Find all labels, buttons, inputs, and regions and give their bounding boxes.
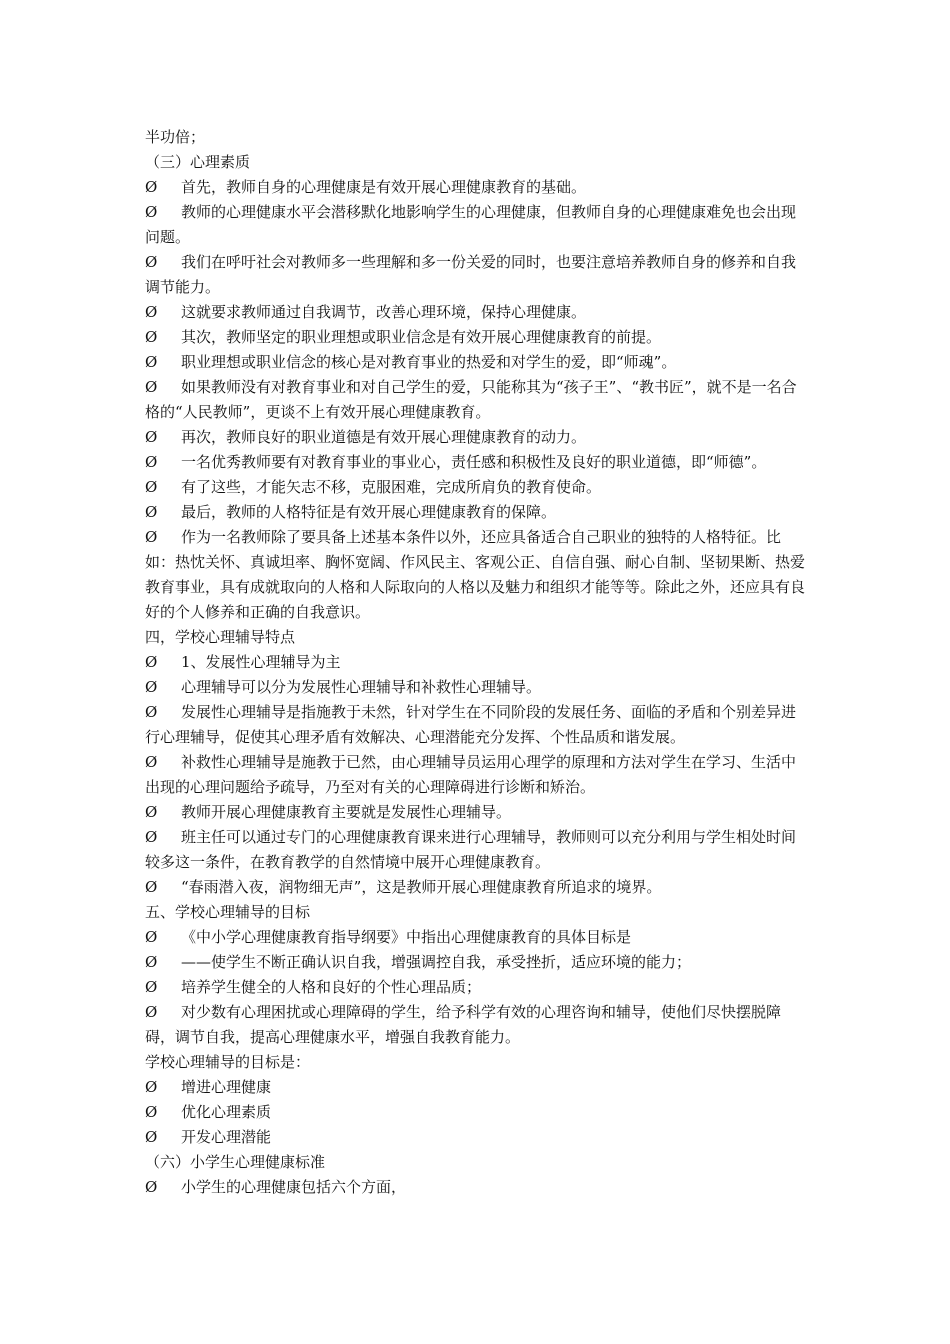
bullet-text: 教师开展心理健康教育主要就是发展性心理辅导。 <box>181 803 512 821</box>
bullet-text: 一名优秀教师要有对教育事业的事业心，责任感和积极性及良好的职业道德，即“师德”。 <box>181 453 767 471</box>
bullet-marker: Ø <box>145 503 158 521</box>
bullet-marker: Ø <box>145 1103 158 1121</box>
bullet-text: 最后，教师的人格特征是有效开展心理健康教育的保障。 <box>181 503 557 521</box>
bullet-marker: Ø <box>145 428 158 446</box>
bullet-marker: Ø <box>145 1128 158 1146</box>
bullet-text: 培养学生健全的人格和良好的个性心理品质； <box>181 978 482 996</box>
bullet-paragraph <box>145 250 810 300</box>
bullet-paragraph <box>145 175 810 200</box>
bullet-marker: Ø <box>145 928 158 946</box>
bullet-paragraph <box>145 1100 810 1125</box>
bullet-marker: Ø <box>145 353 158 371</box>
bullet-text: 优化心理素质 <box>181 1103 272 1121</box>
bullet-paragraph <box>145 925 810 950</box>
bullet-paragraph <box>145 1075 810 1100</box>
bullet-text: 1、发展性心理辅导为主 <box>181 653 341 671</box>
bullet-paragraph <box>145 700 810 750</box>
bullet-marker: Ø <box>145 978 158 996</box>
bullet-text: 《中小学心理健康教育指导纲要》中指出心理健康教育的具体目标是 <box>181 928 632 946</box>
bullet-text: 职业理想或职业信念的核心是对教育事业的热爱和对学生的爱，即“师魂”。 <box>181 353 677 371</box>
bullet-paragraph <box>145 975 810 1000</box>
bullet-paragraph <box>145 525 810 625</box>
bullet-text: 教师的心理健康水平会潜移默化地影响学生的心理健康，但教师自身的心理健康难免也会出现问题。 <box>145 203 797 246</box>
bullet-paragraph <box>145 375 810 425</box>
bullet-marker: Ø <box>145 753 158 771</box>
bullet-text: 其次，教师坚定的职业理想或职业信念是有效开展心理健康教育的前提。 <box>181 328 662 346</box>
bullet-marker: Ø <box>145 803 158 821</box>
bullet-marker: Ø <box>145 453 158 471</box>
bullet-paragraph <box>145 500 810 525</box>
bullet-marker: Ø <box>145 703 158 721</box>
bullet-marker: Ø <box>145 328 158 346</box>
bullet-text: ——使学生不断正确认识自我，增强调控自我，承受挫折，适应环境的能力； <box>181 953 692 971</box>
bullet-paragraph <box>145 300 810 325</box>
document-body <box>145 125 810 1200</box>
bullet-text: “春雨潜入夜，润物细无声”，这是教师开展心理健康教育所追求的境界。 <box>181 878 662 896</box>
bullet-text: 发展性心理辅导是指施教于未然，针对学生在不同阶段的发展任务、面临的矛盾和个别差异进行心理辅导，促使其心理矛盾有效解决、心理潜能充分发挥、个性品质和谐发展。 <box>145 703 797 746</box>
bullet-text: 开发心理潜能 <box>181 1128 272 1146</box>
bullet-marker: Ø <box>145 878 158 896</box>
bullet-paragraph <box>145 200 810 250</box>
section-heading: 学校心理辅导的目标是： <box>145 1053 311 1071</box>
bullet-text: 这就要求教师通过自我调节，改善心理环境，保持心理健康。 <box>181 303 587 321</box>
bullet-marker: Ø <box>145 378 158 396</box>
bullet-text: 首先，教师自身的心理健康是有效开展心理健康教育的基础。 <box>181 178 587 196</box>
bullet-marker: Ø <box>145 678 158 696</box>
bullet-marker: Ø <box>145 1078 158 1096</box>
bullet-paragraph <box>145 1175 810 1200</box>
bullet-marker: Ø <box>145 1003 158 1021</box>
bullet-marker: Ø <box>145 953 158 971</box>
bullet-text: 有了这些，才能矢志不移，克服困难，完成所肩负的教育使命。 <box>181 478 602 496</box>
bullet-paragraph <box>145 675 810 700</box>
bullet-text: 对少数有心理困扰或心理障碍的学生，给予科学有效的心理咨询和辅导，使他们尽快摆脱障碍，调节自我，提高心理健康水平，增强自我教育能力。 <box>145 1003 782 1046</box>
bullet-marker: Ø <box>145 1178 158 1196</box>
bullet-paragraph <box>145 350 810 375</box>
bullet-text: 心理辅导可以分为发展性心理辅导和补救性心理辅导。 <box>181 678 542 696</box>
section-heading: （三）心理素质 <box>145 153 251 171</box>
bullet-paragraph <box>145 1125 810 1150</box>
bullet-paragraph <box>145 325 810 350</box>
bullet-marker: Ø <box>145 828 158 846</box>
bullet-marker: Ø <box>145 178 158 196</box>
bullet-marker: Ø <box>145 653 158 671</box>
bullet-text: 补救性心理辅导是施教于已然，由心理辅导员运用心理学的原理和方法对学生在学习、生活中出现的心理问题给予疏导，乃至对有关的心理障碍进行诊断和矫治。 <box>145 753 797 796</box>
bullet-marker: Ø <box>145 253 158 271</box>
bullet-text: 作为一名教师除了要具备上述基本条件以外，还应具备适合自己职业的独特的人格特征。比如：热忱关怀、真诚坦率、胸怀宽阔、作风民主、客观公正、自信自强、耐心自制、坚韧果断、热爱教育事业，具有成就取向的人格和人际取向的人格以及魅力和组织才能等等。除此之外，还应具有良好的个人修养和正确的自我意识。 <box>145 528 806 621</box>
bullet-paragraph <box>145 475 810 500</box>
section-heading: 四，学校心理辅导特点 <box>145 628 296 646</box>
bullet-paragraph <box>145 750 810 800</box>
bullet-paragraph <box>145 875 810 900</box>
bullet-paragraph <box>145 950 810 975</box>
bullet-paragraph <box>145 1000 810 1050</box>
bullet-paragraph <box>145 450 810 475</box>
bullet-text: 增进心理健康 <box>181 1078 272 1096</box>
bullet-text: 小学生的心理健康包括六个方面， <box>181 1178 407 1196</box>
bullet-marker: Ø <box>145 478 158 496</box>
bullet-marker: Ø <box>145 528 158 546</box>
bullet-text: 再次，教师良好的职业道德是有效开展心理健康教育的动力。 <box>181 428 587 446</box>
bullet-text: 如果教师没有对教育事业和对自己学生的爱，只能称其为“孩子王”、“教书匠”，就不是一名合格的“人民教师”，更谈不上有效开展心理健康教育。 <box>145 378 797 421</box>
bullet-paragraph <box>145 800 810 825</box>
bullet-text: 班主任可以通过专门的心理健康教育课来进行心理辅导，教师则可以充分利用与学生相处时间较多这一条件，在教育教学的自然情境中展开心理健康教育。 <box>145 828 797 871</box>
section-heading: 五、学校心理辅导的目标 <box>145 903 311 921</box>
bullet-marker: Ø <box>145 203 158 221</box>
bullet-paragraph <box>145 425 810 450</box>
bullet-marker: Ø <box>145 303 158 321</box>
section-heading: （六）小学生心理健康标准 <box>145 1153 326 1171</box>
bullet-text: 我们在呼吁社会对教师多一些理解和多一份关爱的同时，也要注意培养教师自身的修养和自我调节能力。 <box>145 253 797 296</box>
bullet-paragraph <box>145 825 810 875</box>
text-line: 半功倍； <box>145 128 206 146</box>
bullet-paragraph <box>145 650 810 675</box>
